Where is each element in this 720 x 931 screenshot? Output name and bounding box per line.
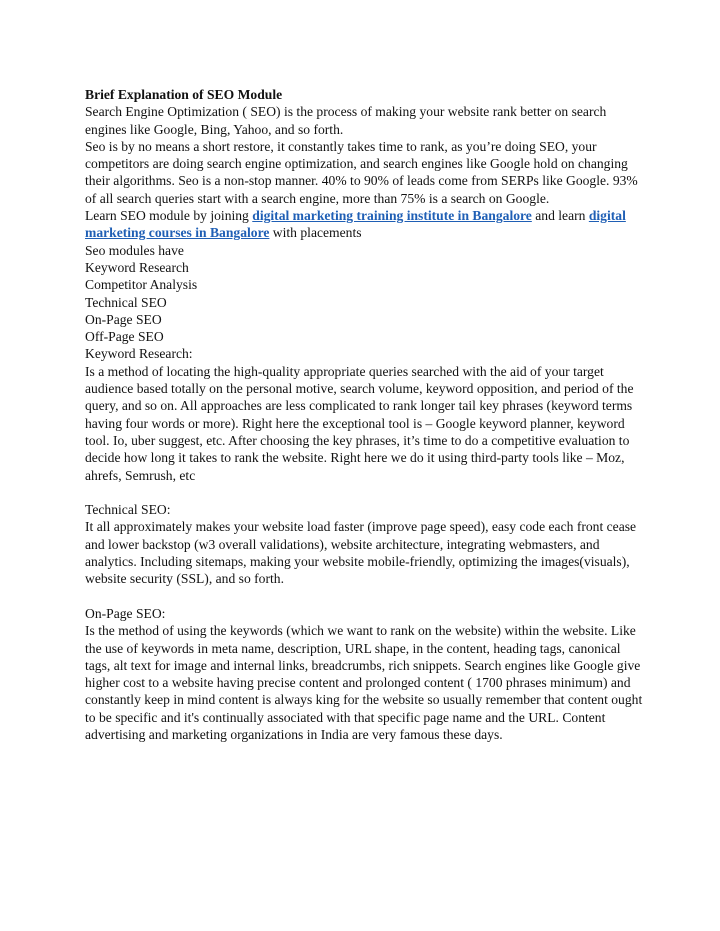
technical-seo-heading: Technical SEO: [85, 502, 171, 518]
on-page-seo-body: Is the method of using the keywords (which we want to rank on the website) within the website. Like the use of keywords in meta name, description, URL shape, in the content, heading tags, canonical tags, alt text for image and internal links, breadcrumbs, rich snippets. Search engines like Google give higher cost to a website having precise content and prolonged content ( 1700 phrases minimum) and constantly keep in mind content is always king for the website so usually remember that content ought to be specific and it's continually associated with that specific page name and the URL. Content advertising and marketing organizations in India are very famous these days. [85, 623, 643, 742]
document-page [85, 86, 645, 743]
document-title: Brief Explanation of SEO Module [85, 87, 283, 102]
learn-paragraph [85, 207, 645, 242]
technical-seo-body: It all approximately makes your website load faster (improve page speed), easy code each front cease and lower backstop (w3 overall validations), website architecture, integrating webmasters, and analytics. Including sitemaps, making your website mobile-friendly, optimizing the images(visuals), website security (SSL), and so forth. [85, 519, 637, 587]
keyword-research-body: Is a method of locating the high-quality appropriate queries searched with the aid of your target audience based totally on the personal motive, search volume, keyword opposition, and period of the query, and so on. All approaches are less complicated to rank longer tail key phrases (keyword terms having four words or more). Right here the exceptional tool is – Google keyword planner, keyword tool. Io, uber suggest, etc. After choosing the key phrases, it’s time to do a competitive evaluation to decide how long it takes to rank the website. Right here we do it using third-party tools like – Moz, ahrefs, Semrush, etc [85, 363, 634, 483]
module-item: Keyword Research [85, 259, 189, 275]
training-institute-link[interactable]: digital marketing training institute in Bangalore [252, 208, 532, 224]
keyword-research-heading: Keyword Research: [85, 346, 193, 362]
section-spacer [85, 588, 645, 605]
module-item: On-Page SEO [85, 311, 162, 327]
learn-prefix: Learn SEO module by joining [85, 208, 253, 224]
module-item: Off-Page SEO [85, 329, 164, 345]
intro-paragraph-2: Seo is by no means a short restore, it constantly takes time to rank, as you’re doing SEO, your competitors are doing search engine optimization, and search engines like Google hold on changing their algorithms. Seo is a non-stop manner. 40% to 90% of leads come from SERPs like Google. 93% of all search queries start with a search engine, more than 75% is a search on Google. [85, 138, 638, 206]
learn-mid: and learn [531, 208, 589, 224]
modules-heading: Seo modules have [85, 242, 184, 258]
on-page-seo-heading: On-Page SEO: [85, 605, 166, 621]
module-item: Competitor Analysis [85, 277, 198, 293]
module-item: Technical SEO [85, 294, 167, 310]
intro-paragraph-1: Search Engine Optimization ( SEO) is the process of making your website rank better on search engines like Google, Bing, Yahoo, and so forth. [85, 104, 607, 137]
section-spacer [85, 484, 645, 501]
learn-suffix: with placements [269, 225, 362, 241]
courses-link[interactable]: digital marketing courses in Bangalore [85, 208, 626, 241]
